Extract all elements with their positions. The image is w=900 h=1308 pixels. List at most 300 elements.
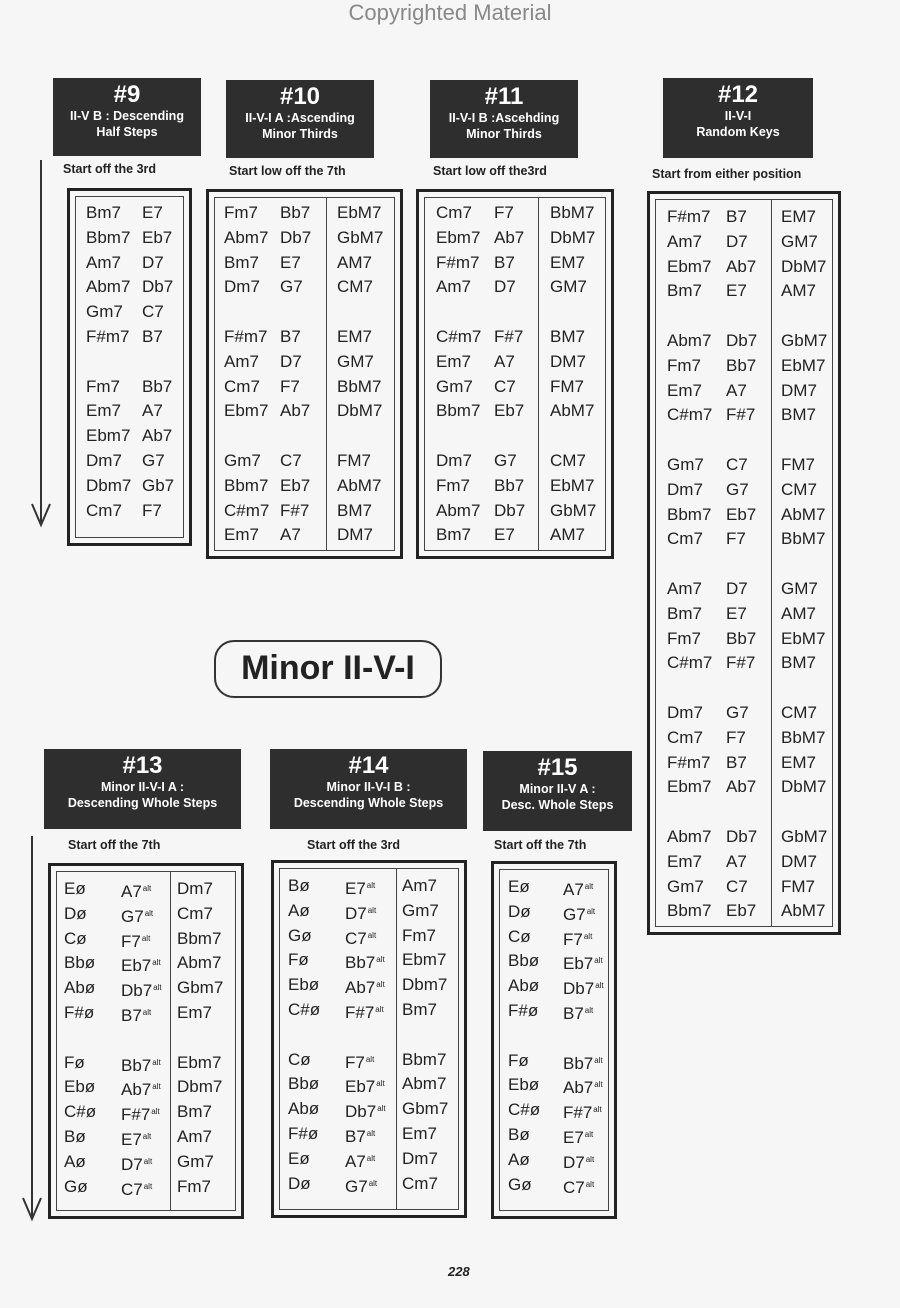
chord-cell: Ebm7 bbox=[177, 1052, 222, 1072]
chord-cell: AbM7 bbox=[550, 401, 595, 421]
chord-cell: EM7 bbox=[781, 207, 816, 226]
chord-cell: $Db7^{alt}$ bbox=[345, 1102, 386, 1122]
chord-cell: Gø bbox=[64, 1176, 88, 1196]
exercise-10-title-line2: Minor Thirds bbox=[262, 127, 338, 141]
row-gap bbox=[142, 350, 174, 375]
chord-cell: Em7 bbox=[667, 851, 702, 871]
chord-cell: Gbm7 bbox=[402, 1099, 449, 1119]
chord-cell: $F\#7^{alt}$ bbox=[121, 1105, 160, 1125]
exercise-10-header bbox=[226, 80, 374, 158]
chord-cell: $Ab7^{alt}$ bbox=[563, 1078, 603, 1098]
row-gap bbox=[781, 428, 827, 453]
chord-cell: Dm7 bbox=[667, 479, 703, 499]
chord-cell: $B7^{alt}$ bbox=[563, 1003, 594, 1023]
exercise-11-title-line2: Minor Thirds bbox=[466, 127, 542, 141]
chord-cell: Ab7 bbox=[494, 227, 525, 247]
descending-arrow-top bbox=[40, 160, 42, 522]
chord-cell: F#m7 bbox=[667, 752, 711, 772]
exercise-11-chord-box bbox=[416, 189, 614, 559]
chord-cell: G7 bbox=[726, 479, 749, 499]
chord-cell: $G7^{alt}$ bbox=[345, 1176, 378, 1196]
chord-cell: $A7^{alt}$ bbox=[345, 1151, 376, 1171]
chord-cell: Ebm7 bbox=[667, 777, 712, 797]
chord-cell: Bbm7 bbox=[224, 475, 269, 495]
exercise-10-number: #10 bbox=[279, 83, 321, 110]
chord-cell: Bb7 bbox=[280, 203, 311, 222]
row-gap bbox=[563, 1024, 604, 1049]
alt-superscript: alt bbox=[368, 1178, 378, 1188]
chord-cell: DbM7 bbox=[781, 256, 827, 276]
chord-cell: Fø bbox=[508, 1050, 529, 1070]
chord-cell: $F7^{alt}$ bbox=[121, 931, 151, 951]
chord-cell: F#ø bbox=[508, 1000, 539, 1020]
alt-superscript: alt bbox=[584, 1129, 594, 1139]
chord-cell: Fm7 bbox=[436, 475, 470, 495]
chord-cell: Bø bbox=[288, 876, 310, 895]
chord-cell: $G7^{alt}$ bbox=[563, 904, 596, 924]
chord-cell: Db7 bbox=[494, 500, 526, 520]
chord-cell: Bø bbox=[508, 1124, 530, 1144]
exercise-9-title-line2: Half Steps bbox=[96, 125, 158, 139]
alt-superscript: alt bbox=[375, 1004, 384, 1014]
row-gap bbox=[280, 424, 311, 449]
chord-cell: $F7^{alt}$ bbox=[345, 1052, 375, 1072]
chord-cell: FM7 bbox=[781, 876, 815, 896]
chord-cell: Dbm7 bbox=[402, 975, 448, 995]
chord-cell: C7 bbox=[142, 302, 164, 322]
chord-cell: F#7 bbox=[280, 500, 310, 520]
chord-cell: C#ø bbox=[64, 1102, 97, 1122]
exercise-12-note: Start from either position bbox=[652, 167, 802, 181]
exercise-12-title-line1: II-V-I bbox=[724, 109, 752, 123]
chord-cell: BbM7 bbox=[337, 376, 382, 396]
chord-cell: AM7 bbox=[781, 603, 816, 623]
chord-cell: F7 bbox=[726, 727, 746, 747]
chord-cell: C7 bbox=[726, 454, 748, 474]
chord-cell: Cm7 bbox=[667, 529, 703, 549]
chord-cell: Bm7 bbox=[402, 999, 437, 1019]
chord-cell: Bbm7 bbox=[402, 1049, 447, 1069]
chord-cell: Cm7 bbox=[667, 727, 703, 747]
chord-cell: Fø bbox=[288, 950, 309, 970]
alt-superscript: alt bbox=[376, 980, 385, 990]
descending-arrow-bottom bbox=[31, 836, 33, 1216]
row-gap bbox=[726, 428, 757, 453]
chord-cell: BM7 bbox=[550, 326, 585, 346]
arrow-head-down-icon bbox=[30, 500, 52, 528]
exercise-13-number: #13 bbox=[122, 752, 163, 779]
chord-cell: EbM7 bbox=[337, 203, 382, 222]
chord-cell: C#m7 bbox=[667, 405, 713, 425]
chord-cell: Aø bbox=[288, 900, 310, 920]
row-gap bbox=[726, 676, 757, 701]
chord-cell: Abm7 bbox=[667, 330, 712, 350]
chord-cell: Am7 bbox=[86, 252, 121, 272]
chord-cell: GbM7 bbox=[550, 500, 597, 520]
chord-cell: B7 bbox=[142, 326, 163, 346]
chord-cell: D7 bbox=[726, 231, 748, 251]
chord-cell: Em7 bbox=[224, 525, 259, 545]
row-gap bbox=[494, 300, 525, 325]
chord-cell: BbM7 bbox=[781, 727, 826, 747]
chord-cell: Gm7 bbox=[402, 900, 439, 920]
exercise-14-chord-box bbox=[271, 860, 467, 1218]
exercise-12-col-2 bbox=[726, 205, 757, 924]
chord-cell: Dø bbox=[288, 1173, 311, 1193]
chord-cell: BM7 bbox=[337, 500, 372, 520]
chord-cell: Bm7 bbox=[667, 603, 702, 623]
chord-cell: $E7^{alt}$ bbox=[563, 1127, 594, 1147]
chord-cell: C#ø bbox=[288, 999, 321, 1019]
chord-cell: Eb7 bbox=[280, 475, 311, 495]
chord-cell: $G7^{alt}$ bbox=[121, 906, 154, 926]
chord-cell: GbM7 bbox=[781, 330, 828, 350]
chord-cell: Bbø bbox=[288, 1074, 320, 1094]
exercise-13-col-1 bbox=[64, 877, 96, 1199]
chord-cell: F7 bbox=[280, 376, 300, 396]
chord-cell: G7 bbox=[142, 450, 165, 470]
chord-cell: G7 bbox=[494, 450, 517, 470]
row-gap bbox=[726, 552, 757, 577]
chord-cell: EbM7 bbox=[781, 628, 826, 648]
exercise-14-number: #14 bbox=[348, 752, 389, 779]
exercise-11-col-1 bbox=[436, 201, 481, 548]
row-gap bbox=[667, 304, 712, 329]
exercise-11-header bbox=[430, 80, 578, 158]
chord-cell: G7 bbox=[726, 702, 749, 722]
exercise-10-chord-box bbox=[206, 189, 403, 559]
alt-superscript: alt bbox=[594, 1055, 603, 1065]
chord-cell: Cø bbox=[508, 926, 531, 946]
chord-cell: E7 bbox=[142, 203, 163, 222]
row-gap bbox=[667, 676, 712, 701]
row-gap bbox=[345, 1023, 386, 1048]
exercise-12-title-line2: Random Keys bbox=[696, 125, 780, 139]
alt-superscript: alt bbox=[366, 881, 376, 890]
chord-cell: Db7 bbox=[726, 330, 758, 350]
exercise-9-title-line1: II-V B : Descending bbox=[70, 109, 184, 123]
row-gap bbox=[726, 800, 757, 825]
chord-cell: Eø bbox=[508, 877, 530, 896]
chord-cell: $Db7^{alt}$ bbox=[121, 981, 162, 1001]
chord-cell: Am7 bbox=[436, 277, 471, 297]
alt-superscript: alt bbox=[366, 1128, 376, 1138]
row-gap bbox=[224, 300, 269, 325]
exercise-9-number: #9 bbox=[113, 81, 141, 108]
chord-cell: $Bb7^{alt}$ bbox=[121, 1055, 161, 1075]
chord-cell: Dm7 bbox=[436, 450, 472, 470]
chord-cell: Cm7 bbox=[436, 203, 472, 222]
chord-cell: DM7 bbox=[337, 525, 373, 545]
row-gap bbox=[337, 424, 383, 449]
chord-cell: Fø bbox=[64, 1052, 85, 1072]
chord-cell: EbM7 bbox=[781, 355, 826, 375]
chord-cell: F7 bbox=[142, 500, 162, 520]
chord-cell: DbM7 bbox=[781, 777, 827, 797]
chord-cell: Aø bbox=[508, 1149, 530, 1169]
chord-cell: $Eb7^{alt}$ bbox=[121, 956, 161, 976]
row-gap bbox=[550, 300, 596, 325]
exercise-12-chord-box bbox=[647, 191, 841, 935]
chord-cell: Bbm7 bbox=[436, 401, 481, 421]
alt-superscript: alt bbox=[142, 884, 152, 893]
chord-cell: Fm7 bbox=[177, 1176, 211, 1196]
chord-cell: EM7 bbox=[337, 326, 372, 346]
chord-cell: A7 bbox=[280, 525, 301, 545]
chord-cell: Ab7 bbox=[280, 401, 311, 421]
alt-superscript: alt bbox=[584, 882, 594, 891]
alt-superscript: alt bbox=[142, 1007, 152, 1017]
exercise-10-col-3 bbox=[337, 201, 383, 548]
alt-superscript: alt bbox=[151, 1107, 160, 1117]
chord-cell: A7 bbox=[142, 401, 163, 421]
chord-cell: Eø bbox=[64, 879, 86, 898]
chord-cell: Fm7 bbox=[224, 203, 258, 222]
alt-superscript: alt bbox=[377, 1104, 386, 1114]
chord-cell: E7 bbox=[726, 281, 747, 301]
chord-cell: Bm7 bbox=[177, 1102, 212, 1122]
exercise-13-title-line1: Minor II-V-I A : bbox=[100, 780, 185, 794]
chord-cell: Am7 bbox=[402, 876, 437, 895]
exercise-15-chord-box bbox=[491, 861, 617, 1219]
alt-superscript: alt bbox=[143, 1156, 153, 1166]
chord-cell: Cø bbox=[288, 1049, 311, 1069]
chord-cell: Abm7 bbox=[224, 227, 269, 247]
row-gap bbox=[280, 300, 311, 325]
alt-superscript: alt bbox=[367, 930, 377, 940]
exercise-9-chord-box bbox=[67, 188, 192, 546]
exercise-11-title-line1: II-V-I B :Ascehding bbox=[448, 111, 560, 125]
chord-cell: Cø bbox=[64, 928, 87, 948]
chord-cell: B7 bbox=[726, 207, 747, 226]
chord-cell: GbM7 bbox=[337, 227, 384, 247]
chord-cell: Abø bbox=[288, 1099, 320, 1119]
chord-cell: $D7^{alt}$ bbox=[563, 1152, 595, 1172]
chord-cell: Bbm7 bbox=[667, 901, 712, 921]
chord-cell: Bbm7 bbox=[177, 928, 222, 948]
alt-superscript: alt bbox=[365, 1054, 375, 1064]
chord-cell: E7 bbox=[494, 525, 515, 545]
exercise-13-col-3 bbox=[177, 877, 223, 1199]
chord-cell: C#m7 bbox=[667, 653, 713, 673]
chord-cell: Bm7 bbox=[224, 252, 259, 272]
chord-cell: Bb7 bbox=[726, 355, 757, 375]
exercise-12-col-1 bbox=[667, 205, 712, 924]
chord-cell: Bbø bbox=[64, 953, 96, 973]
exercise-10-col-2 bbox=[280, 201, 311, 548]
exercise-13-title-line2: Descending Whole Steps bbox=[67, 796, 218, 810]
alt-superscript: alt bbox=[594, 1080, 603, 1090]
chord-cell: BM7 bbox=[781, 653, 816, 673]
exercise-15-title-line1: Minor II-V A : bbox=[519, 782, 596, 796]
chord-cell: Ebm7 bbox=[224, 401, 269, 421]
chord-cell: F#m7 bbox=[224, 326, 268, 346]
chord-cell: BM7 bbox=[781, 405, 816, 425]
chord-cell: DM7 bbox=[781, 851, 817, 871]
chord-cell: DbM7 bbox=[550, 227, 596, 247]
alt-superscript: alt bbox=[367, 905, 377, 915]
chord-cell: A7 bbox=[726, 851, 747, 871]
chord-cell: FM7 bbox=[337, 450, 371, 470]
chord-cell: F#ø bbox=[288, 1123, 319, 1143]
chord-cell: CM7 bbox=[781, 702, 817, 722]
chord-cell: Abø bbox=[508, 976, 540, 996]
row-gap bbox=[494, 424, 525, 449]
chord-cell: DM7 bbox=[781, 380, 817, 400]
chord-cell: Cm7 bbox=[402, 1173, 438, 1193]
chord-cell: Dm7 bbox=[177, 879, 213, 898]
chord-cell: CM7 bbox=[337, 277, 373, 297]
chord-cell: Ab7 bbox=[726, 777, 757, 797]
chord-cell: BbM7 bbox=[781, 529, 826, 549]
alt-superscript: alt bbox=[586, 906, 596, 916]
row-gap bbox=[667, 800, 712, 825]
chord-cell: $E7^{alt}$ bbox=[121, 1129, 152, 1149]
chord-cell: Gm7 bbox=[667, 876, 704, 896]
chord-cell: D7 bbox=[142, 252, 164, 272]
chord-cell: F#m7 bbox=[667, 207, 711, 226]
exercise-13-note: Start off the 7th bbox=[68, 838, 161, 852]
alt-superscript: alt bbox=[141, 933, 151, 943]
chord-cell: $B7^{alt}$ bbox=[345, 1126, 376, 1146]
alt-superscript: alt bbox=[153, 983, 162, 993]
chord-cell: FM7 bbox=[550, 376, 584, 396]
row-gap bbox=[508, 1024, 540, 1049]
chord-cell: DM7 bbox=[550, 351, 586, 371]
row-gap bbox=[224, 424, 269, 449]
chord-cell: Ebm7 bbox=[86, 426, 131, 446]
chord-cell: Dbm7 bbox=[86, 475, 132, 495]
chord-cell: GM7 bbox=[781, 231, 818, 251]
chord-cell: Aø bbox=[64, 1151, 86, 1171]
chord-cell: Abm7 bbox=[436, 500, 481, 520]
exercise-9-col-2 bbox=[142, 201, 174, 523]
exercise-10-title-line1: II-V-I A :Ascending bbox=[245, 111, 355, 125]
row-gap bbox=[86, 350, 131, 375]
chord-cell: Abø bbox=[64, 978, 96, 998]
exercise-10-note: Start low off the 7th bbox=[229, 164, 346, 178]
chord-cell: Bm7 bbox=[667, 281, 702, 301]
chord-cell: Gø bbox=[288, 925, 312, 945]
chord-cell: Em7 bbox=[177, 1002, 212, 1022]
row-gap bbox=[177, 1026, 223, 1051]
alt-superscript: alt bbox=[152, 958, 161, 968]
row-gap bbox=[667, 552, 712, 577]
chord-cell: Gm7 bbox=[86, 302, 123, 322]
chord-cell: Gø bbox=[508, 1174, 532, 1194]
chord-cell: Am7 bbox=[667, 231, 702, 251]
chord-cell: Eb7 bbox=[494, 401, 525, 421]
chord-cell: Bb7 bbox=[726, 628, 757, 648]
chord-cell: EM7 bbox=[550, 252, 585, 272]
chord-cell: BbM7 bbox=[550, 203, 595, 222]
chord-cell: A7 bbox=[494, 351, 515, 371]
alt-superscript: alt bbox=[376, 955, 385, 965]
chord-cell: Dø bbox=[64, 903, 87, 923]
exercise-13-header bbox=[44, 749, 241, 829]
chord-cell: Em7 bbox=[402, 1123, 437, 1143]
exercise-15-number: #15 bbox=[537, 754, 578, 781]
chord-cell: $Db7^{alt}$ bbox=[563, 979, 604, 999]
chord-cell: Fm7 bbox=[667, 355, 701, 375]
chord-cell: $Eb7^{alt}$ bbox=[563, 954, 603, 974]
chord-cell: Dm7 bbox=[224, 277, 260, 297]
section-title: Minor II-V-I bbox=[214, 640, 442, 698]
chord-cell: $Ab7^{alt}$ bbox=[121, 1080, 161, 1100]
chord-cell: Fm7 bbox=[86, 376, 120, 396]
chord-cell: Ebm7 bbox=[402, 950, 447, 970]
row-gap bbox=[436, 300, 481, 325]
chord-cell: Ebø bbox=[508, 1075, 540, 1095]
exercise-12-col-3 bbox=[781, 205, 827, 924]
exercise-14-col-3 bbox=[402, 874, 448, 1196]
chord-cell: Gm7 bbox=[667, 454, 704, 474]
chord-cell: F#7 bbox=[726, 405, 756, 425]
chord-cell: $F7^{alt}$ bbox=[563, 929, 593, 949]
chord-cell: Em7 bbox=[436, 351, 471, 371]
row-gap bbox=[64, 1026, 96, 1051]
chord-cell: Cm7 bbox=[177, 903, 213, 923]
chord-cell: Db7 bbox=[142, 277, 174, 297]
exercise-11-col-3 bbox=[550, 201, 596, 548]
exercise-14-title-line2: Descending Whole Steps bbox=[293, 796, 444, 810]
chord-cell: AM7 bbox=[781, 281, 816, 301]
chord-cell: E7 bbox=[726, 603, 747, 623]
chord-cell: Dø bbox=[508, 901, 531, 921]
alt-superscript: alt bbox=[144, 908, 154, 918]
chord-cell: $C7^{alt}$ bbox=[563, 1177, 595, 1197]
chord-cell: $Bb7^{alt}$ bbox=[563, 1053, 603, 1073]
row-gap bbox=[726, 304, 757, 329]
alt-superscript: alt bbox=[585, 1154, 595, 1164]
chord-cell: $F\#7^{alt}$ bbox=[563, 1103, 602, 1123]
alt-superscript: alt bbox=[143, 1181, 153, 1191]
chord-cell: AbM7 bbox=[781, 901, 826, 921]
chord-cell: Ebø bbox=[64, 1077, 96, 1097]
chord-cell: F#7 bbox=[726, 653, 756, 673]
chord-cell: GM7 bbox=[550, 277, 587, 297]
exercise-15-header bbox=[483, 751, 632, 831]
chord-cell: Db7 bbox=[726, 826, 758, 846]
exercise-15-title-line2: Desc. Whole Steps bbox=[501, 798, 614, 812]
chord-cell: $A7^{alt}$ bbox=[563, 880, 594, 899]
chord-cell: Am7 bbox=[667, 578, 702, 598]
row-gap bbox=[288, 1023, 320, 1048]
row-gap bbox=[337, 300, 383, 325]
chord-cell: Bbm7 bbox=[86, 227, 131, 247]
chord-cell: D7 bbox=[280, 351, 302, 371]
chord-cell: Dbm7 bbox=[177, 1077, 223, 1097]
arrow-head-down-icon bbox=[21, 1194, 43, 1222]
chord-cell: Dm7 bbox=[402, 1148, 438, 1168]
alt-superscript: alt bbox=[595, 981, 604, 991]
copyright-watermark: Copyrighted Material bbox=[348, 0, 552, 25]
chord-cell: $D7^{alt}$ bbox=[121, 1154, 153, 1174]
chord-cell: Bb7 bbox=[494, 475, 525, 495]
chord-cell: B7 bbox=[494, 252, 515, 272]
row-gap bbox=[436, 424, 481, 449]
chord-cell: $C7^{alt}$ bbox=[345, 928, 377, 948]
chord-cell: Bb7 bbox=[142, 376, 173, 396]
chord-cell: Dm7 bbox=[667, 702, 703, 722]
chord-cell: GM7 bbox=[781, 578, 818, 598]
chord-cell: Eø bbox=[288, 1148, 310, 1168]
chord-cell: Bm7 bbox=[436, 525, 471, 545]
exercise-9-header bbox=[53, 78, 201, 156]
chord-cell: $E7^{alt}$ bbox=[345, 879, 376, 898]
row-gap bbox=[121, 1026, 162, 1051]
chord-cell: Db7 bbox=[280, 227, 312, 247]
